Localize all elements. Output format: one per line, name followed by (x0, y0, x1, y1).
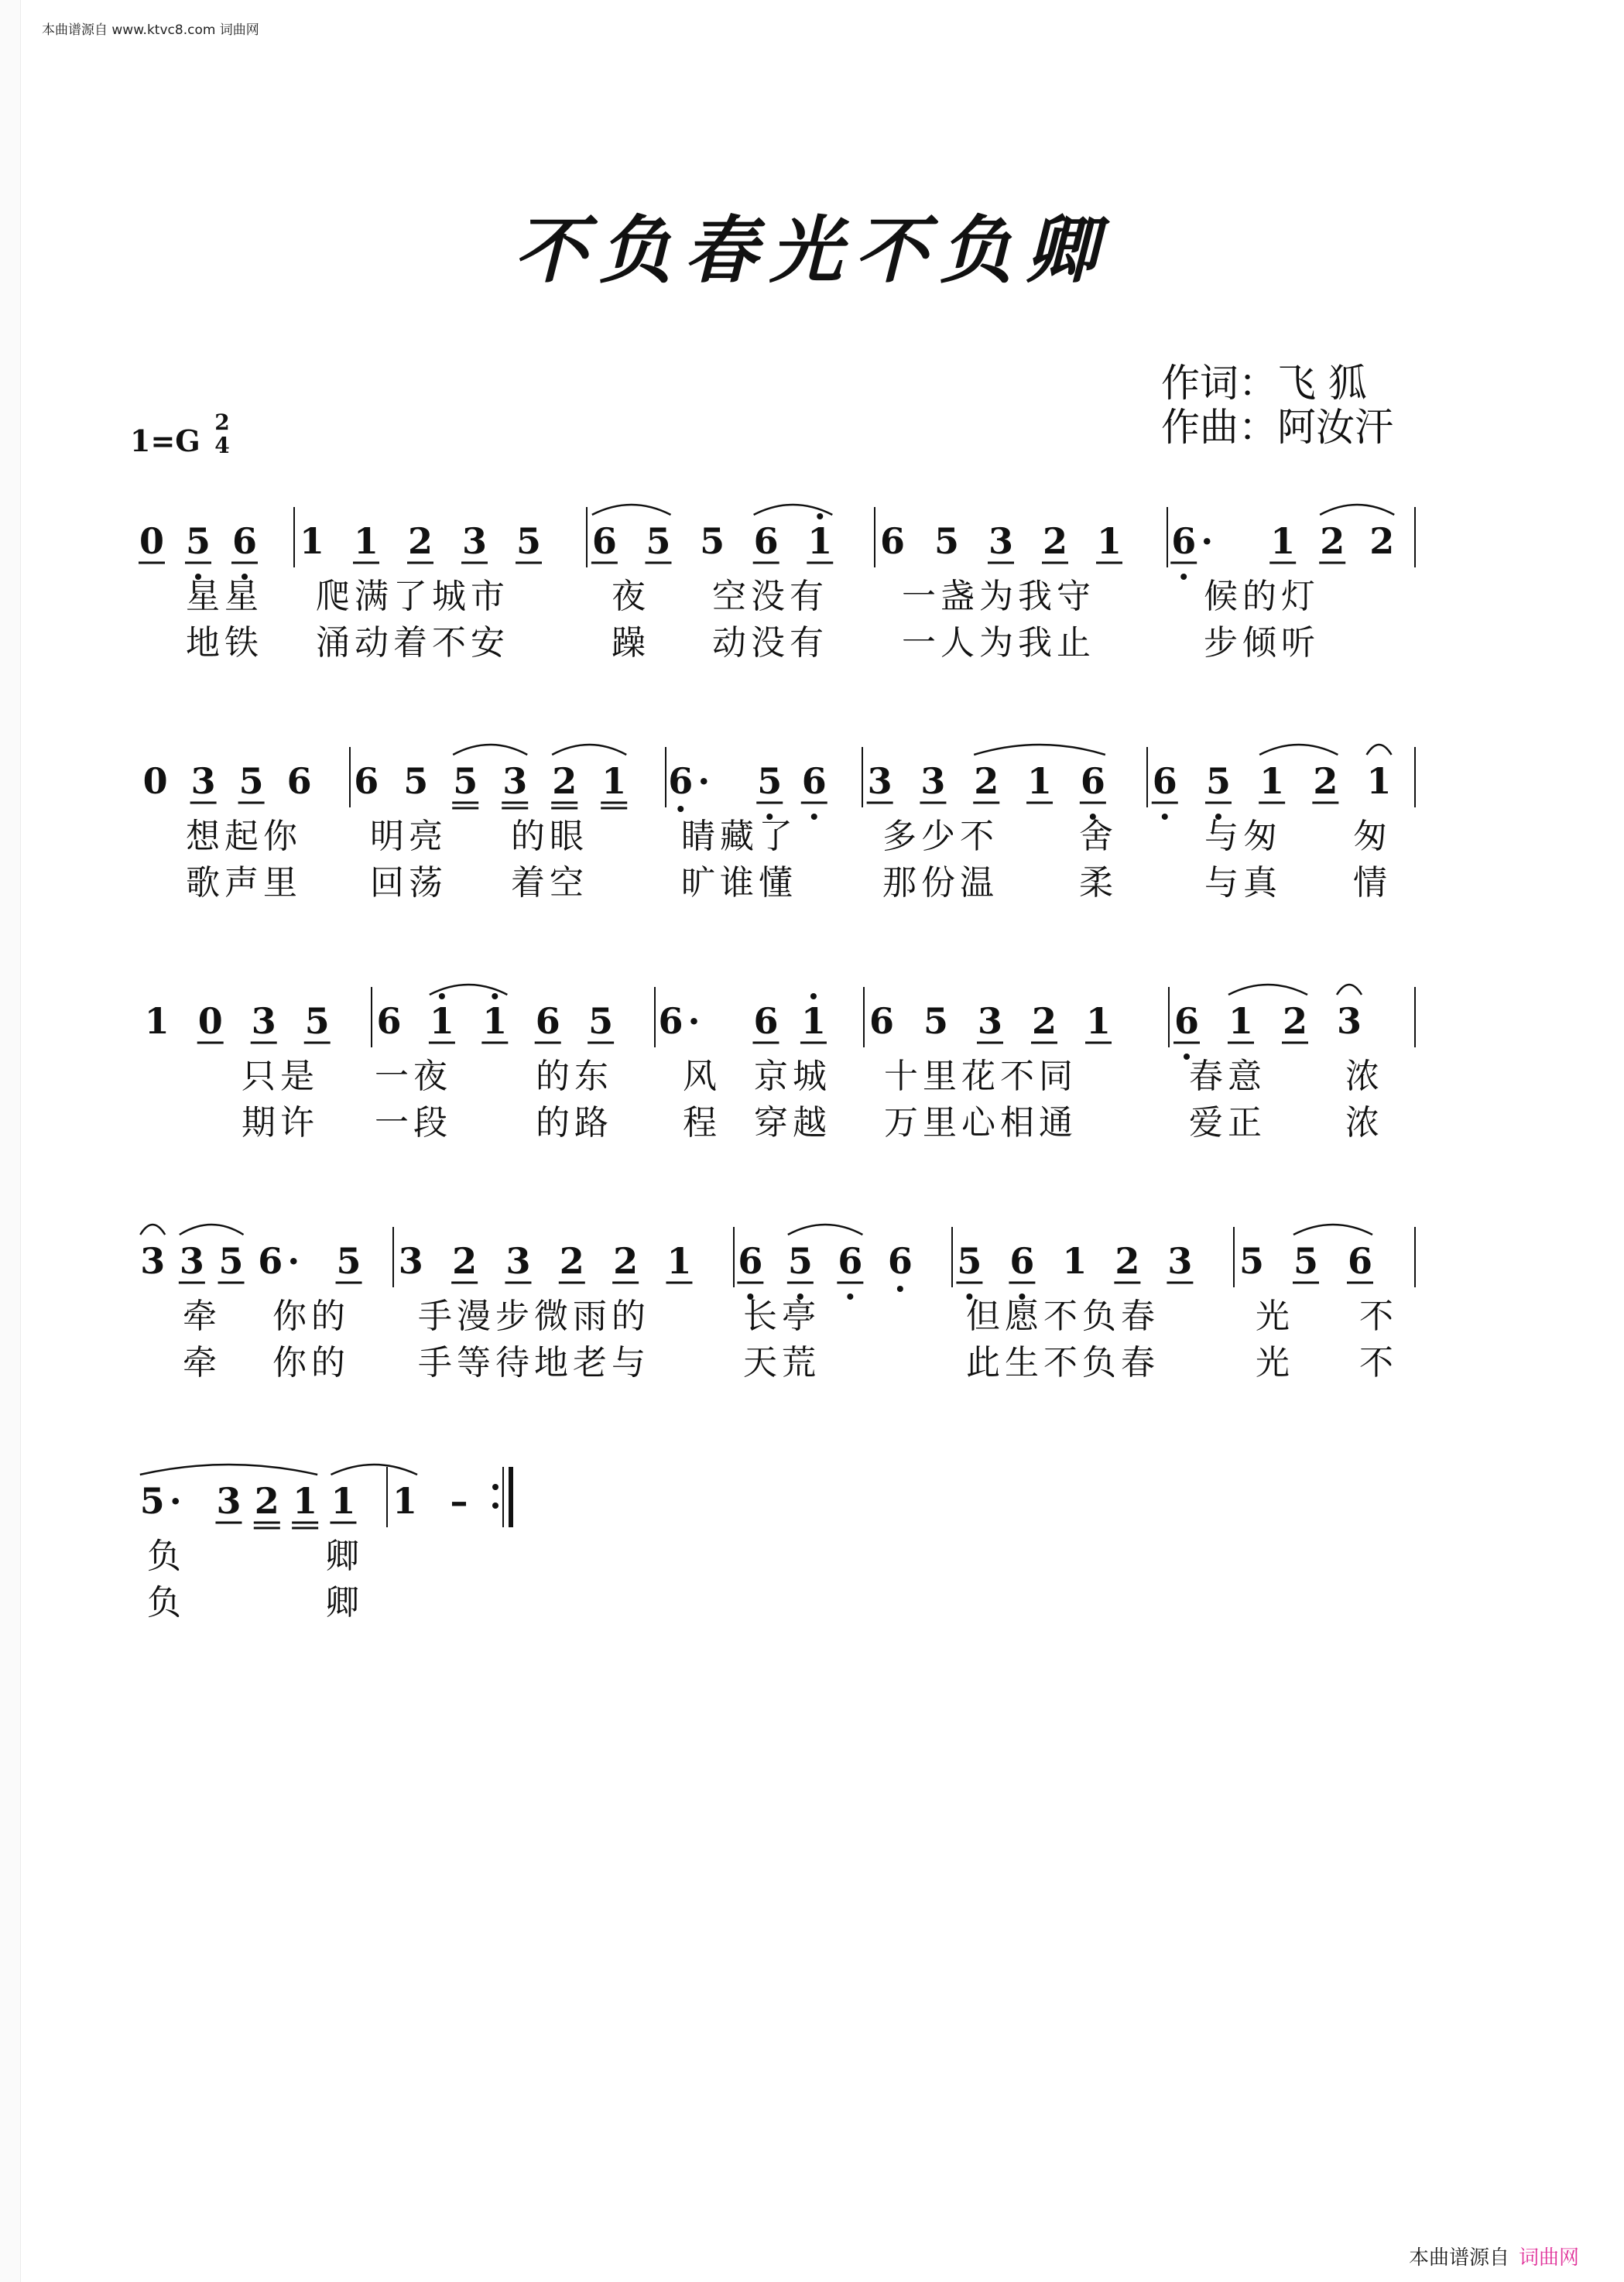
note: 2 (613, 1240, 639, 1282)
lyric-verse-2: 浓 (1345, 1103, 1384, 1143)
slur (430, 985, 507, 995)
note: 1 (392, 1480, 418, 1522)
slur (1367, 745, 1392, 755)
note: 6 (286, 760, 312, 802)
note: 2 (407, 520, 433, 562)
note: 3 (988, 520, 1014, 562)
note: 2 (1369, 520, 1395, 562)
note: 2 (1042, 520, 1068, 562)
note: 5 (453, 760, 478, 802)
lyricist-credit: 作词：飞 狐 (1161, 361, 1367, 406)
note: 6 (753, 520, 779, 562)
note: 6 (1347, 1240, 1373, 1282)
note: 3 (1167, 1240, 1193, 1282)
repeat-dot (492, 1484, 499, 1490)
note: 6 (535, 1000, 560, 1042)
lyric-verse-1: 一盏为我守 (902, 577, 1095, 616)
note: 5 (336, 1240, 361, 1282)
lyric-verse-1: 舍 (1079, 817, 1118, 856)
note: 1 (299, 520, 325, 562)
footer-brand: 词曲网 (1519, 2246, 1580, 2270)
note: 6 (838, 1240, 863, 1282)
lyric-verse-1: 卿 (325, 1537, 364, 1576)
note: 5 (757, 760, 783, 802)
lyric-verse-2: 步倾听 (1204, 623, 1320, 663)
lyric-verse-2: 手等待地老与 (418, 1343, 650, 1383)
slur (974, 745, 1105, 755)
slur (1228, 985, 1307, 995)
note: 6 (738, 1240, 763, 1282)
note: 6 (887, 1240, 913, 1282)
lyric-verse-2: 负 (147, 1583, 186, 1622)
note: 5 (1293, 1240, 1319, 1282)
lyric-verse-2: 不 (1359, 1343, 1398, 1383)
note: 3 (398, 1240, 423, 1282)
lyric-verse-2: 情 (1353, 863, 1392, 903)
lyric-verse-1: 风 (683, 1057, 721, 1096)
lyric-verse-2: 万里心相通 (884, 1103, 1078, 1143)
note: 2 (552, 760, 577, 802)
lyric-verse-1: 睛藏了 (681, 817, 797, 856)
note: 2 (254, 1480, 279, 1522)
note: 3 (251, 1000, 276, 1042)
lyric-verse-2: 的路 (536, 1103, 613, 1143)
repeat-dot (492, 1502, 499, 1509)
octave-dot-low (1180, 574, 1187, 580)
source-note: 本曲谱源自 www.ktvc8.com 词曲网 (42, 22, 259, 38)
lyric-verse-2: 地铁 (186, 623, 263, 663)
note: 5 (185, 520, 211, 562)
note: 5 (1239, 1240, 1265, 1282)
octave-dot-low (811, 814, 817, 820)
lyric-verse-2: 一段 (375, 1103, 452, 1143)
note: · (287, 1240, 300, 1282)
note: 5 (516, 520, 542, 562)
note: 5 (139, 1480, 165, 1522)
note: 5 (238, 760, 264, 802)
note: 5 (646, 520, 671, 562)
octave-dot-low (897, 1286, 903, 1292)
note: 2 (559, 1240, 584, 1282)
note: 5 (304, 1000, 330, 1042)
note: 6 (658, 1000, 684, 1042)
note: 3 (867, 760, 893, 802)
footer-source (1409, 2242, 1579, 2270)
lyric-verse-1: 长亭 (743, 1297, 821, 1336)
note: 3 (179, 1240, 204, 1282)
note: · (1201, 520, 1214, 562)
note: 2 (974, 760, 999, 802)
lyric-verse-1: 负 (147, 1537, 186, 1576)
note: 1 (800, 1000, 826, 1042)
footer-text: 本曲谱源自 (1409, 2246, 1510, 2270)
note: 6 (1171, 520, 1197, 562)
lyric-verse-2: 躁 (612, 623, 650, 663)
slur (331, 1465, 417, 1475)
note: 1 (1228, 1000, 1254, 1042)
note: 6 (1152, 760, 1177, 802)
slur (754, 505, 833, 515)
note: · (697, 760, 711, 802)
lyric-verse-1: 但愿不负春 (966, 1297, 1160, 1336)
lyric-verse-2: 一人为我止 (902, 623, 1095, 663)
lyric-verse-2: 程 (683, 1103, 721, 1143)
note: 1 (144, 1000, 170, 1042)
lyric-verse-1: 只是 (242, 1057, 319, 1096)
lyric-verse-1: 不 (1359, 1297, 1398, 1336)
lyric-verse-2: 那份温 (882, 863, 999, 903)
lyric-verse-1: 明亮 (370, 817, 447, 856)
note: 3 (502, 760, 528, 802)
slur (140, 1225, 165, 1235)
note: 5 (934, 520, 960, 562)
note: 1 (429, 1000, 454, 1042)
lyric-verse-2: 回荡 (370, 863, 447, 903)
lyric-verse-1: 爬满了城市 (316, 577, 509, 616)
note: 6 (869, 1000, 895, 1042)
slur (180, 1225, 244, 1235)
note: 6 (354, 760, 379, 802)
note: 6 (668, 760, 694, 802)
lyric-verse-1: 星星 (186, 577, 263, 616)
lyric-verse-1: 候的灯 (1204, 577, 1320, 616)
note: 6 (879, 520, 906, 562)
lyric-verse-1: 匆 (1353, 817, 1392, 856)
lyric-verse-2: 卿 (325, 1583, 364, 1622)
lyric-verse-2: 穿越 (754, 1103, 831, 1143)
lyric-verse-2: 爱正 (1189, 1103, 1266, 1143)
lyric-verse-1: 你的 (272, 1297, 350, 1336)
slur (1320, 505, 1394, 515)
note: 5 (588, 1000, 614, 1042)
note: 6 (1080, 760, 1105, 802)
lyric-verse-1: 夜 (612, 577, 650, 616)
lyric-verse-2: 涌动着不安 (316, 623, 509, 663)
note: 1 (601, 760, 627, 802)
time-signature-top: 2 (214, 409, 230, 435)
note: · (687, 1000, 701, 1042)
note: 6 (801, 760, 827, 802)
octave-dot-low (1162, 814, 1168, 820)
composer-credit: 作曲：阿汝汗 (1161, 405, 1393, 450)
note: 3 (216, 1480, 242, 1522)
lyric-verse-2: 此生不负春 (966, 1343, 1160, 1383)
lyric-verse-1: 春意 (1189, 1057, 1266, 1096)
note: 1 (1096, 520, 1122, 562)
note: · (169, 1480, 182, 1522)
lyric-verse-2: 期许 (242, 1103, 319, 1143)
lyric-verse-2: 天荒 (743, 1343, 821, 1383)
note: 0 (139, 520, 165, 562)
note: 5 (403, 760, 429, 802)
note: – (450, 1480, 468, 1522)
note: 3 (505, 1240, 531, 1282)
note: 6 (1173, 1000, 1200, 1042)
note: 1 (1270, 520, 1296, 562)
note: 5 (700, 520, 725, 562)
lyric-verse-2: 动没有 (712, 623, 828, 663)
note: 1 (1062, 1240, 1088, 1282)
lyric-verse-1: 一夜 (375, 1057, 452, 1096)
lyric-verse-2: 与真 (1204, 863, 1282, 903)
octave-dot-low (677, 806, 684, 812)
lyric-verse-1: 多少不 (882, 817, 999, 856)
slur (592, 505, 671, 515)
lyric-verse-1: 与匆 (1204, 817, 1282, 856)
note: 1 (331, 1480, 356, 1522)
lyric-verse-2: 牵 (183, 1343, 221, 1383)
note: 1 (1027, 760, 1053, 802)
lyric-verse-1: 想起你 (186, 817, 302, 856)
note: 5 (957, 1240, 982, 1282)
note: 2 (1313, 760, 1338, 802)
note: 0 (142, 760, 168, 802)
slur (140, 1465, 317, 1475)
song-title: 不负春光不负卿 (513, 208, 1110, 293)
note: 5 (787, 1240, 813, 1282)
key-label: 1=G (130, 423, 200, 458)
note: 3 (1336, 1000, 1362, 1042)
lyric-verse-1: 手漫步微雨的 (418, 1297, 650, 1336)
note: 3 (190, 760, 216, 802)
note: 3 (920, 760, 946, 802)
octave-dot-high (439, 993, 445, 999)
note: 6 (376, 1000, 402, 1042)
lyric-verse-1: 京城 (754, 1057, 831, 1096)
lyric-verse-1: 光 (1256, 1297, 1294, 1336)
note: 1 (1366, 760, 1392, 802)
lyric-verse-2: 光 (1256, 1343, 1294, 1383)
lyric-verse-1: 十里花不同 (884, 1057, 1078, 1096)
note: 6 (753, 1000, 779, 1042)
slur (1337, 985, 1362, 995)
note: 3 (140, 1240, 166, 1282)
lyric-verse-2: 柔 (1079, 863, 1118, 903)
note: 3 (461, 520, 488, 562)
lyric-verse-1: 空没有 (712, 577, 828, 616)
lyric-verse-1: 的眼 (511, 817, 588, 856)
note: 5 (218, 1240, 244, 1282)
note: 2 (452, 1240, 478, 1282)
octave-dot-low (847, 1293, 853, 1300)
note: 1 (293, 1480, 318, 1522)
lyric-verse-1: 浓 (1345, 1057, 1384, 1096)
note: 6 (258, 1240, 283, 1282)
note: 1 (1259, 760, 1285, 802)
octave-dot-high (492, 993, 498, 999)
note: 1 (1085, 1000, 1112, 1042)
note: 1 (482, 1000, 508, 1042)
note: 6 (591, 520, 617, 562)
lyric-verse-1: 的东 (536, 1057, 613, 1096)
octave-dot-high (810, 993, 817, 999)
slur (788, 1225, 863, 1235)
note: 6 (231, 520, 258, 562)
note: 1 (353, 520, 379, 562)
lyric-verse-2: 你的 (272, 1343, 350, 1383)
lyric-verse-2: 着空 (511, 863, 588, 903)
time-signature-bottom: 4 (214, 433, 230, 458)
lyric-verse-2: 旷谁懂 (681, 863, 797, 903)
slur (453, 745, 527, 755)
note: 1 (666, 1240, 692, 1282)
lyric-verse-1: 牵 (183, 1297, 221, 1336)
note: 3 (977, 1000, 1003, 1042)
note: 1 (807, 520, 833, 562)
slur (1293, 1225, 1372, 1235)
slur (552, 745, 626, 755)
note: 2 (1115, 1240, 1140, 1282)
note: 6 (1009, 1240, 1035, 1282)
note: 5 (923, 1000, 949, 1042)
note: 2 (1320, 520, 1345, 562)
note: 2 (1031, 1000, 1057, 1042)
note: 2 (1282, 1000, 1308, 1042)
octave-dot-high (817, 513, 823, 519)
lyric-verse-2: 歌声里 (186, 863, 302, 903)
note: 5 (1205, 760, 1231, 802)
note: 0 (197, 1000, 223, 1042)
slur (1259, 745, 1338, 755)
